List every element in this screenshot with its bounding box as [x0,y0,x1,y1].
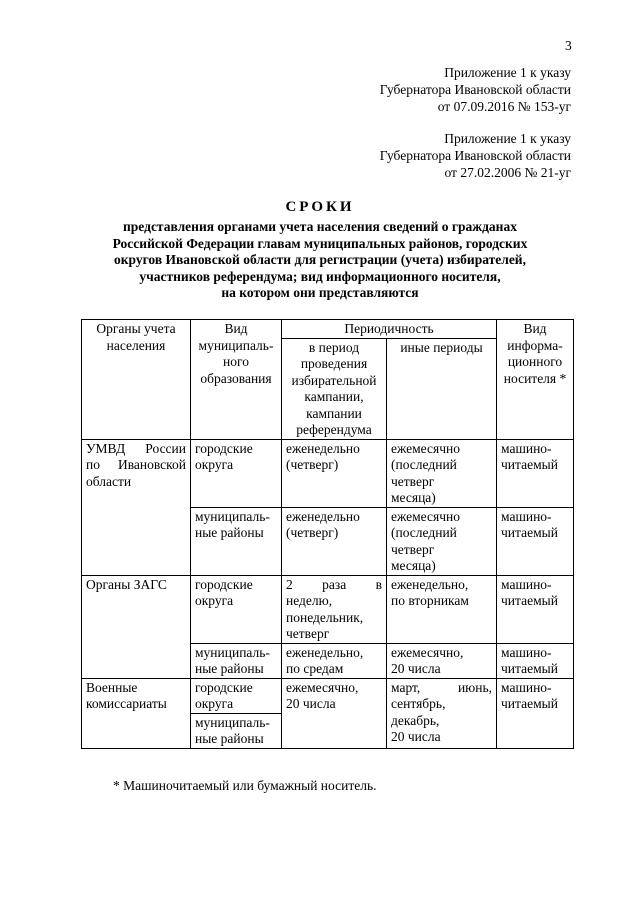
municipality-type-cell: городские округа [191,439,282,507]
table-row [82,678,574,713]
other-period-cell: еженедельно, по вторникам [387,575,497,643]
campaign-period-cell: еженедельно (четверг) [282,439,387,507]
appendix-line: Губернатора Ивановской области [379,82,571,97]
authority-cell: Военные комиссариаты [82,678,191,748]
subtitle-line: Российской Федерации главам муниципальных районов, городских [112,235,528,251]
appendix-line: от 07.09.2016 № 153-уг [437,99,571,114]
table-row [82,439,574,507]
appendix-line: Приложение 1 к указу [444,131,571,146]
media-type-cell: машино- читаемый [497,575,574,643]
campaign-period-cell: еженедельно, по средам [282,643,387,678]
municipality-type-cell: муниципаль- ные районы [191,713,282,748]
page-number: 3 [565,38,572,53]
schedule-table [81,319,574,749]
appendix-line: Приложение 1 к указу [444,65,571,80]
header-municipality-type: Вид муниципаль- ного образования [191,320,282,440]
document-subtitle [80,219,560,302]
campaign-period-cell: ежемесячно, 20 числа [282,678,387,748]
media-type-cell: машино- читаемый [497,507,574,575]
other-period-cell: ежемесячно (последний четверг месяца) [387,439,497,507]
appendix-line: Губернатора Ивановской области [379,148,571,163]
municipality-type-cell: муниципаль- ные районы [191,507,282,575]
appendix-line: от 27.02.2006 № 21-уг [444,165,571,180]
table-header-row [82,320,574,339]
appendix-reference-original [380,130,571,181]
footnote: * Машиночитаемый или бумажный носитель. [113,778,377,793]
municipality-type-cell: городские округа [191,575,282,643]
header-campaign-period: в период проведения избирательной кампании, кампании референдума [282,338,387,439]
municipality-type-cell: городские округа [191,678,282,713]
appendix-reference-current [380,64,571,115]
campaign-period-cell: 2 раза в неделю, понедельник, четверг [282,575,387,643]
media-type-cell: машино- читаемый [497,643,574,678]
media-type-cell: машино- читаемый [497,439,574,507]
other-period-cell: ежемесячно (последний четверг месяца) [387,507,497,575]
authority-cell: Органы ЗАГС [82,575,191,678]
media-type-cell: машино- читаемый [497,678,574,748]
other-period-cell: март, июнь, сентябрь, декабрь, 20 числа [387,678,497,748]
campaign-period-cell: еженедельно (четверг) [282,507,387,575]
header-authority: Органы учета населения [82,320,191,440]
document-title: СРОКИ [285,199,355,215]
subtitle-line: округов Ивановской области для регистрации (учета) избирателей, [114,252,526,267]
subtitle-line: представления органами учета населения сведений о гражданах [123,219,517,234]
authority-cell: УМВД России по Ивановской области [82,439,191,575]
municipality-type-cell: муниципаль- ные районы [191,643,282,678]
header-other-periods: иные периоды [387,338,497,439]
subtitle-line: на котором они представляются [221,285,419,300]
table-row [82,575,574,643]
subtitle-line: участников референдума; вид информационного носителя, [139,268,501,284]
header-periodicity: Периодичность [282,320,497,339]
other-period-cell: ежемесячно, 20 числа [387,643,497,678]
header-media-type: Вид информа- ционного носителя * [497,320,574,440]
